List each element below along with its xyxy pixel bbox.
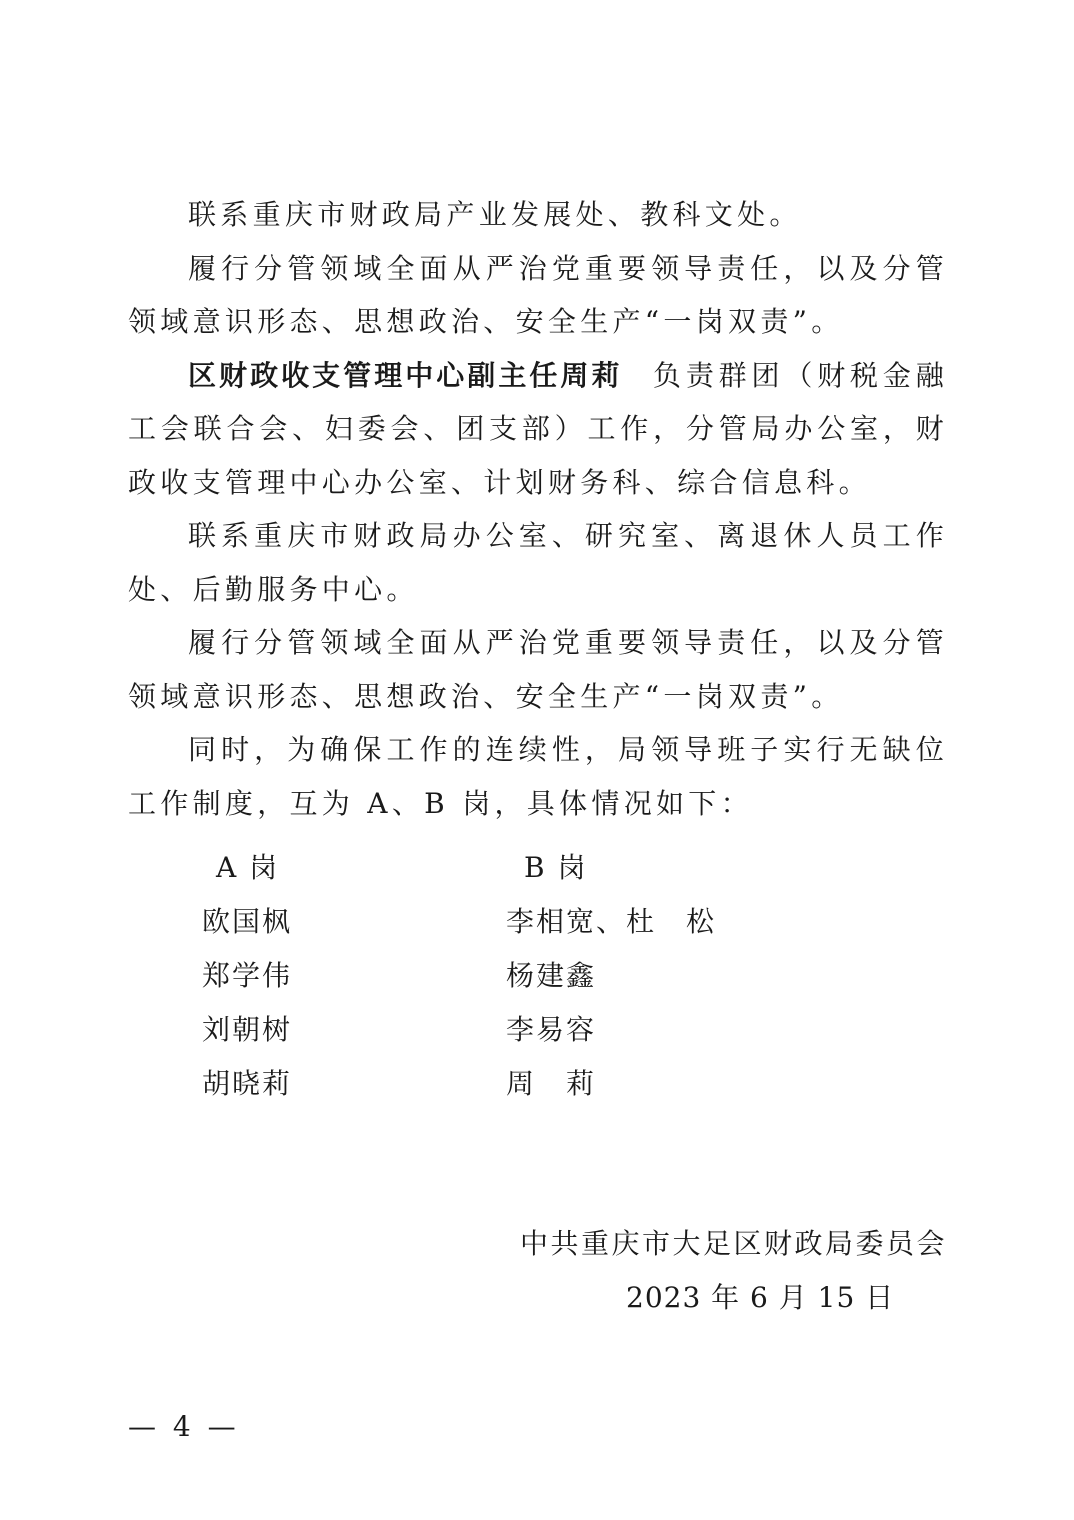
signature-organization: 中共重庆市大足区财政局委员会 — [520, 1227, 948, 1260]
table-header-row — [128, 836, 828, 890]
b-post-names: 李相宽、杜 松 — [506, 905, 717, 938]
paragraph: 履行分管领域全面从严治党重要领导责任，以及分管领域意识形态、思想政治、安全生产“一岗双责”。 — [128, 626, 948, 713]
ab-post-table — [128, 836, 828, 1106]
official-paragraph — [128, 349, 948, 510]
table-row — [128, 1052, 828, 1106]
body-text — [128, 188, 948, 830]
official-duties: 负责群团（财税金融工会联合会、妇委会、团支部）工作，分管局办公室，财政收支管理中心办公室、计划财务科、综合信息科。 — [128, 358, 948, 499]
paragraph: 同时，为确保工作的连续性，局领导班子实行无缺位工作制度，互为 A、B 岗，具体情况如下： — [128, 733, 948, 820]
header-a: A 岗 — [216, 851, 280, 884]
page-number: — 4 — — [128, 1410, 240, 1443]
header-b: B 岗 — [524, 851, 588, 884]
table-row — [128, 890, 828, 944]
paragraph: 联系重庆市财政局产业发展处、教科文处。 — [188, 198, 802, 231]
a-post-name: 欧国枫 — [202, 905, 293, 938]
a-post-name: 胡晓莉 — [202, 1067, 293, 1100]
a-post-name: 郑学伟 — [202, 959, 293, 992]
b-post-names: 周 莉 — [506, 1067, 597, 1100]
signature-date: 2023 年 6 月 15 日 — [626, 1281, 895, 1314]
paragraph: 联系重庆市财政局办公室、研究室、离退休人员工作处、后勤服务中心。 — [128, 519, 948, 606]
paragraph: 履行分管领域全面从严治党重要领导责任，以及分管领域意识形态、思想政治、安全生产“一岗双责”。 — [128, 251, 948, 338]
table-row — [128, 944, 828, 998]
b-post-names: 杨建鑫 — [506, 959, 597, 992]
b-post-names: 李易容 — [506, 1013, 597, 1046]
official-title: 区财政收支管理中心副主任周莉 — [188, 358, 623, 392]
table-row — [128, 998, 828, 1052]
a-post-name: 刘朝树 — [202, 1013, 293, 1046]
